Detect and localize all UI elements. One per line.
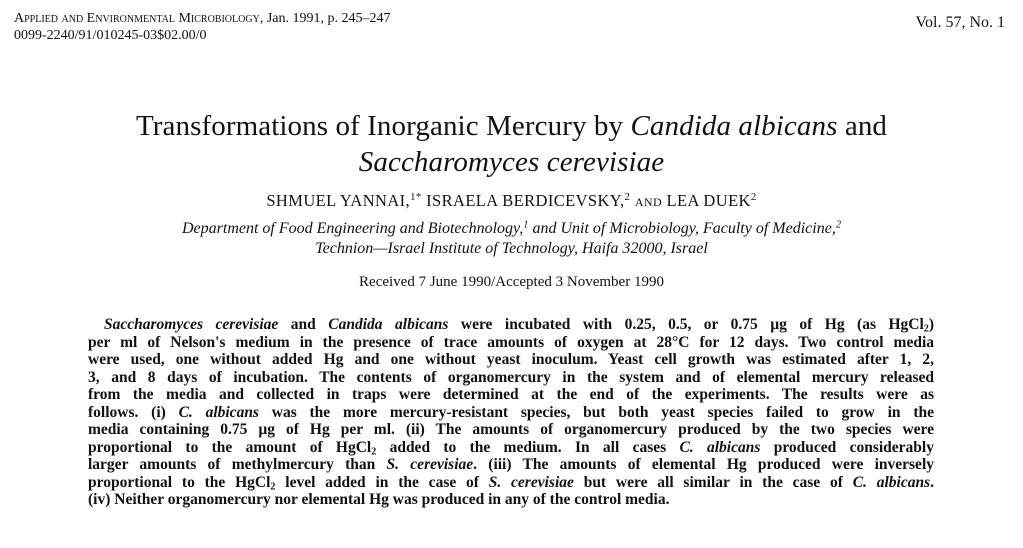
author-3: LEA DUEK [666, 191, 751, 210]
title-species-2: Saccharomyces cerevisiae [358, 146, 665, 178]
abstract-line: 3, and 8 days of incubation. The contents of organomercury in the system and of elemental mercury released [88, 368, 934, 386]
affiliation-line-2: Technion—Israel Institute of Technology, Haifa 32000, Israel [315, 240, 708, 257]
abstract-line: from the media and collected in traps were determined at the end of the experiments. The results were as [88, 386, 934, 403]
journal-code: 0099-2240/91/010245-03$02.00/0 [14, 28, 207, 43]
journal-details: , Jan. 1991, p. 245–247 [259, 11, 391, 26]
abstract-line: larger amounts of methylmercury than S. cerevisiae. (iii) The amounts of elemental Hg produced were inversely [88, 456, 934, 473]
title-line-1: Transformations of Inorganic Mercury by Candida albicans and [135, 110, 888, 142]
abstract-line: Saccharomyces cerevisiae and Candida albicans were incubated with 0.25, 0.5, or 0.75 µg of Hg (as HgCl$_2$) [104, 316, 934, 335]
received-date: Received 7 June 1990/Accepted 3 November 1990 [359, 274, 664, 290]
title-species-1: Candida albicans [630, 110, 838, 142]
corresponding-mark: * [415, 191, 422, 204]
affiliations [0, 219, 1023, 259]
journal-citation [14, 10, 390, 27]
affiliation-line-1: Department of Food Engineering and Biotechnology,$^1$ and Unit of Microbiology, Faculty of Medicine,$^2$ [181, 219, 842, 237]
author-and: and [630, 191, 667, 210]
title-line-2 [0, 144, 1023, 180]
abstract-line: follows. (i) C. albicans was the more mercury-resistant species, but both yeast species failed to grow in the [88, 403, 934, 421]
abstract [88, 316, 934, 509]
author-list: SHMUEL YANNAI,$^{1*}$ ISRAELA BERDICEVSKY,$^2$ and LEA DUEK$^2$ [266, 191, 757, 210]
paper-title [0, 108, 1023, 180]
journal-name: Applied and Environmental Microbiology [14, 11, 260, 26]
abstract-line: were used, one without added Hg and one without yeast inoculum. Yeast cell growth was estimated after 1, 2, [88, 351, 934, 368]
volume-info: Vol. 57, No. 1 [915, 14, 1005, 31]
abstract-line: media containing 0.75 µg of Hg per ml. (ii) The amounts of organomercury produced by the two species were [88, 421, 934, 438]
journal-header [14, 10, 390, 44]
abstract-line: proportional to the amount of HgCl$_2$ added to the medium. In all cases C. albicans produced considerably [88, 438, 934, 458]
abstract-line: (iv) Neither organomercury nor elemental Hg was produced in any of the control media. [88, 491, 670, 508]
abstract-line: proportional to the HgCl$_2$ level added in the case of S. cerevisiae but were all similar in the case of C. albicans. [88, 473, 935, 493]
author-1: SHMUEL YANNAI, [266, 191, 411, 210]
author-2: ISRAELA BERDICEVSKY, [421, 191, 625, 210]
abstract-line: per ml of Nelson's medium in the presence of trace amounts of oxygen at 28°C for 12 days. Two control media [88, 333, 934, 351]
